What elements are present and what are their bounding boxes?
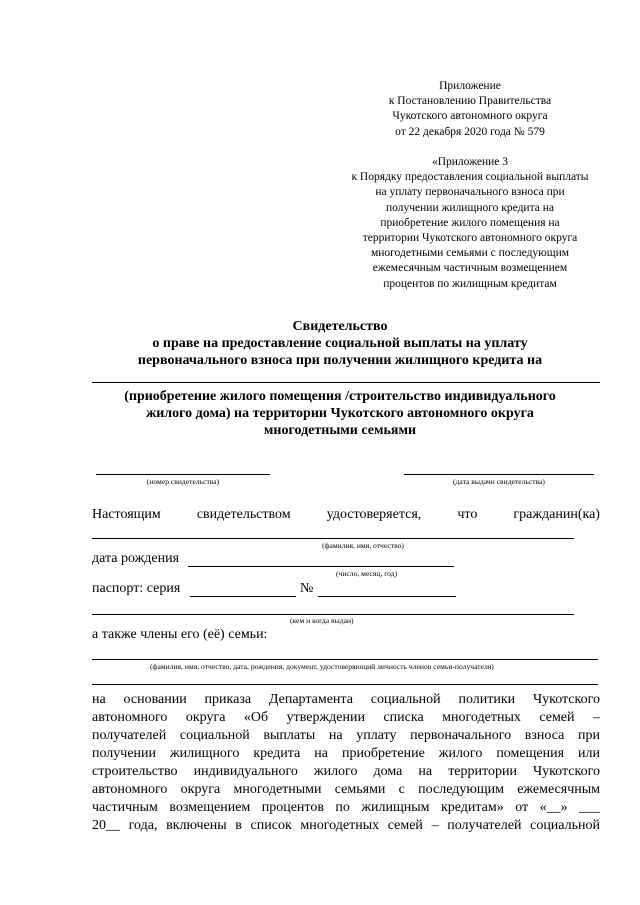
family-members-caption: (фамилия, имя, отчество, дата, рождения, документ, удостоверяющий личность членов семьи-получателя): [150, 662, 494, 671]
certificate-number-caption: (номер свидетельства): [146, 477, 220, 486]
appendix3-line: приобретение жилого помещения на: [380, 216, 560, 229]
appendix3-line: многодетными семьями с последующим: [370, 247, 570, 260]
appendix3-header: [330, 155, 610, 292]
full-name-caption: (фамилия, имя, отчество): [322, 541, 404, 550]
certify-row: [92, 507, 600, 523]
passport-number-label: №: [300, 581, 314, 596]
subtitle-line: (приобретение жилого помещения /строительство индивидуального: [124, 389, 556, 404]
issue-date-line: [404, 474, 594, 475]
birth-date-line: [188, 566, 454, 567]
appendix-line: Приложение: [439, 80, 501, 92]
certificate-title: [80, 318, 600, 369]
subtitle-line: жилого дома) на территории Чукотского автономного округа: [146, 406, 534, 421]
paragraph-line: частичным возмещением процентов по жилищным кредитам» от «__» ___: [92, 800, 600, 815]
full-name-line: [92, 538, 574, 539]
issue-date-caption: (дата выдачи свидетельства): [453, 477, 545, 486]
title-line: первоначального взноса при получении жилищного кредита на: [137, 353, 543, 368]
appendix-header: [330, 79, 610, 140]
paragraph-line: автономного округа «Об утверждении списка многодетных семей –: [92, 710, 600, 725]
issued-by-line: [92, 614, 574, 615]
certificate-number-line: [96, 474, 270, 475]
passport-series-line: [190, 596, 296, 597]
title-line: о праве на предоставление социальной выплаты на уплату: [152, 336, 528, 351]
certificate-subtitle: [80, 388, 600, 439]
title-blank-line: [92, 382, 600, 383]
paragraph-line: на основании приказа Департамента социальной политики Чукотского: [92, 692, 600, 707]
title-line: Свидетельство: [292, 319, 388, 334]
paragraph-line: строительство индивидуального жилого дома на территории Чукотского: [92, 764, 600, 779]
appendix3-line: «Приложение 3: [431, 156, 509, 168]
certify-word: что: [457, 507, 478, 522]
birth-date-label: дата рождения: [92, 551, 180, 566]
certify-word: Настоящим: [92, 507, 161, 522]
body-paragraph: [92, 691, 600, 835]
paragraph-line: получении жилищного кредита на приобретение жилого помещения или: [92, 746, 600, 761]
passport-number-line: [318, 596, 456, 597]
certify-word: удостоверяется,: [326, 507, 422, 522]
family-label: а также члены его (её) семьи:: [92, 627, 268, 642]
family-members-line-2: [92, 684, 598, 685]
paragraph-line: автономного округа многодетными семьями с последующим ежемесячным: [92, 782, 600, 797]
paragraph-line: 20__ года, включены в список многодетных семей – получателей социальной: [92, 818, 600, 833]
subtitle-line: многодетными семьями: [263, 423, 417, 438]
appendix-line: Чукотского автономного округа: [392, 110, 548, 123]
appendix3-line: территории Чукотского автономного округа: [362, 232, 578, 245]
family-members-line: [92, 659, 598, 660]
appendix3-line: на уплату первоначального взноса при: [375, 186, 565, 199]
paragraph-line: получателей социальной выплаты на уплату первоначального взноса при: [92, 728, 600, 743]
appendix3-line: к Порядку предоставления социальной выплаты: [351, 171, 589, 184]
birth-date-caption: (число, месяц, год): [336, 569, 398, 578]
certify-word: гражданин(ка): [513, 507, 600, 522]
appendix-line: от 22 декабря 2020 года № 579: [395, 125, 545, 138]
appendix3-line: получении жилищного кредита на: [386, 201, 554, 214]
issued-by-caption: (кем и когда выдан): [290, 616, 354, 625]
appendix-line: к Постановлению Правительства: [388, 95, 552, 108]
appendix3-line: ежемесячным частичным возмещением: [372, 262, 568, 275]
appendix3-line: процентов по жилищным кредитам: [383, 277, 557, 290]
passport-label: паспорт: серия: [92, 581, 181, 596]
certify-word: свидетельством: [196, 507, 291, 522]
